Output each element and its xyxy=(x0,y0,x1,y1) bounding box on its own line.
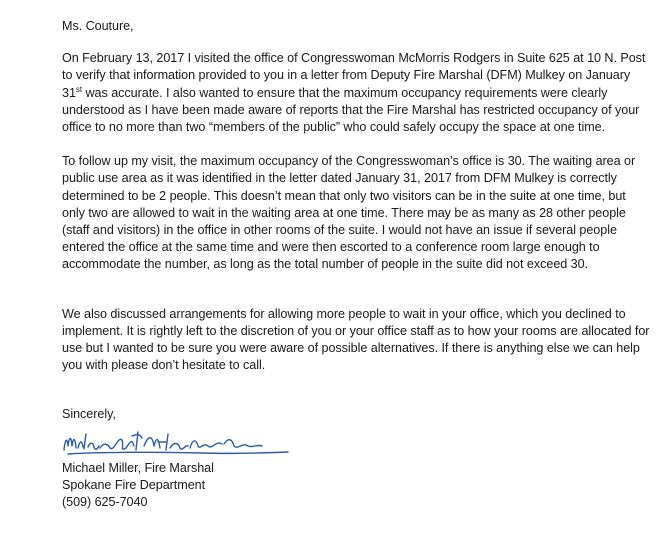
letter-body xyxy=(62,18,652,511)
sender-phone: (509) 625-7040 xyxy=(62,495,148,510)
paragraph-visit-text: On February 13, 2017 I visited the office of Congresswoman McMorris Rodgers in Suite 625 at 10 N. Post to verify that information provided to you in a letter from Deputy Fire Marshal (DFM) Mulkey on January 31 xyxy=(62,51,646,100)
paragraph-visit-text-cont: was accurate. I also wanted to ensure that the maximum occupancy requirements were clearly understood as I have been made aware of reports that the Fire Marshal has restricted occupancy of your office to no more than two “members of the public” who could safely occupy the space at one time. xyxy=(62,85,640,135)
sender-name-title: Michael Miller, Fire Marshal xyxy=(62,460,214,475)
salutation: Ms. Couture, xyxy=(62,19,134,33)
paragraph-visit xyxy=(62,50,652,136)
sender-block xyxy=(62,460,652,512)
paragraph-occupancy: To follow up my visit, the maximum occupancy of the Congresswoman’s office is 30. The waiting area or public use area as it was identified in the letter dated January 31, 2017 from DFM Mulkey is correctly determined to be 2 people. This doesn’t mean that only two visitors can be in the suite at one time, but only two are allowed to wait in the waiting area at one time. There may be as many as 28 other people (staff and visitors) in the office in other rooms of the suite. I would not have an issue if several people entered the office at the same time and were then escorted to a conference room large enough to accommodate the number, as long as the total number of people in the suite did not exceed 30. xyxy=(62,154,636,272)
ordinal-suffix: st xyxy=(75,84,83,94)
sender-department: Spokane Fire Department xyxy=(62,477,206,492)
closing: Sincerely, xyxy=(62,407,116,422)
handwritten-signature xyxy=(62,428,292,458)
paragraph-arrangements: We also discussed arrangements for allowing more people to wait in your office, which you declined to implement. It is rightly left to the discretion of you or your office staff as to how your rooms are allocated for use but I wanted to be sure you were aware of possible alternatives. If there is anything else we can help you with please don’t hesitate to call. xyxy=(62,306,650,373)
